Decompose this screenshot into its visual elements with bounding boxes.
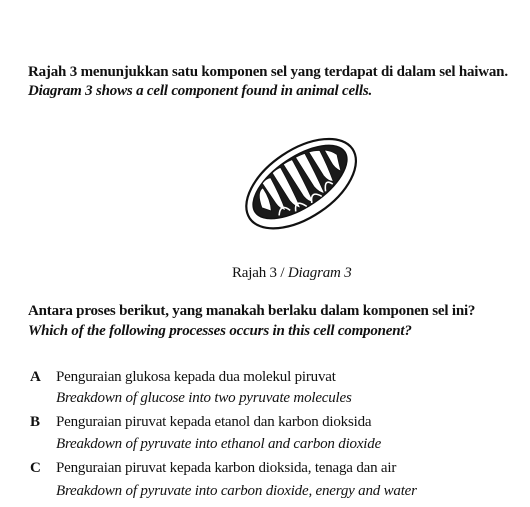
mitochondrion-diagram xyxy=(236,126,364,238)
question-ask-english: Which of the following processes occurs in this cell component? xyxy=(28,323,412,339)
caption-malay: Rajah 3 / xyxy=(232,265,288,281)
option-b-letter[interactable]: B xyxy=(30,414,41,430)
option-a-malay: Penguraian glukosa kepada dua molekul piruvat xyxy=(56,369,336,385)
question-ask-malay: Antara proses berikut, yang manakah berlaku dalam komponen sel ini? xyxy=(28,303,476,319)
caption-english: Diagram 3 xyxy=(287,265,352,281)
option-a-english: Breakdown of glucose into two pyruvate molecules xyxy=(56,390,352,406)
option-c-malay: Penguraian piruvat kepada karbon dioksida, tenaga dan air xyxy=(56,460,397,476)
question-intro-english: Diagram 3 shows a cell component found in animal cells. xyxy=(28,83,373,99)
option-c-english: Breakdown of pyruvate into carbon dioxide, energy and water xyxy=(56,483,417,499)
question-intro-malay: Rajah 3 menunjukkan satu komponen sel yang terdapat di dalam sel haiwan. xyxy=(28,64,508,80)
option-b-english: Breakdown of pyruvate into ethanol and carbon dioxide xyxy=(56,436,382,452)
option-c-letter[interactable]: C xyxy=(30,460,41,476)
diagram-caption xyxy=(232,264,352,282)
option-b-malay: Penguraian piruvat kepada etanol dan karbon dioksida xyxy=(56,414,372,430)
option-a-letter[interactable]: A xyxy=(30,369,41,385)
